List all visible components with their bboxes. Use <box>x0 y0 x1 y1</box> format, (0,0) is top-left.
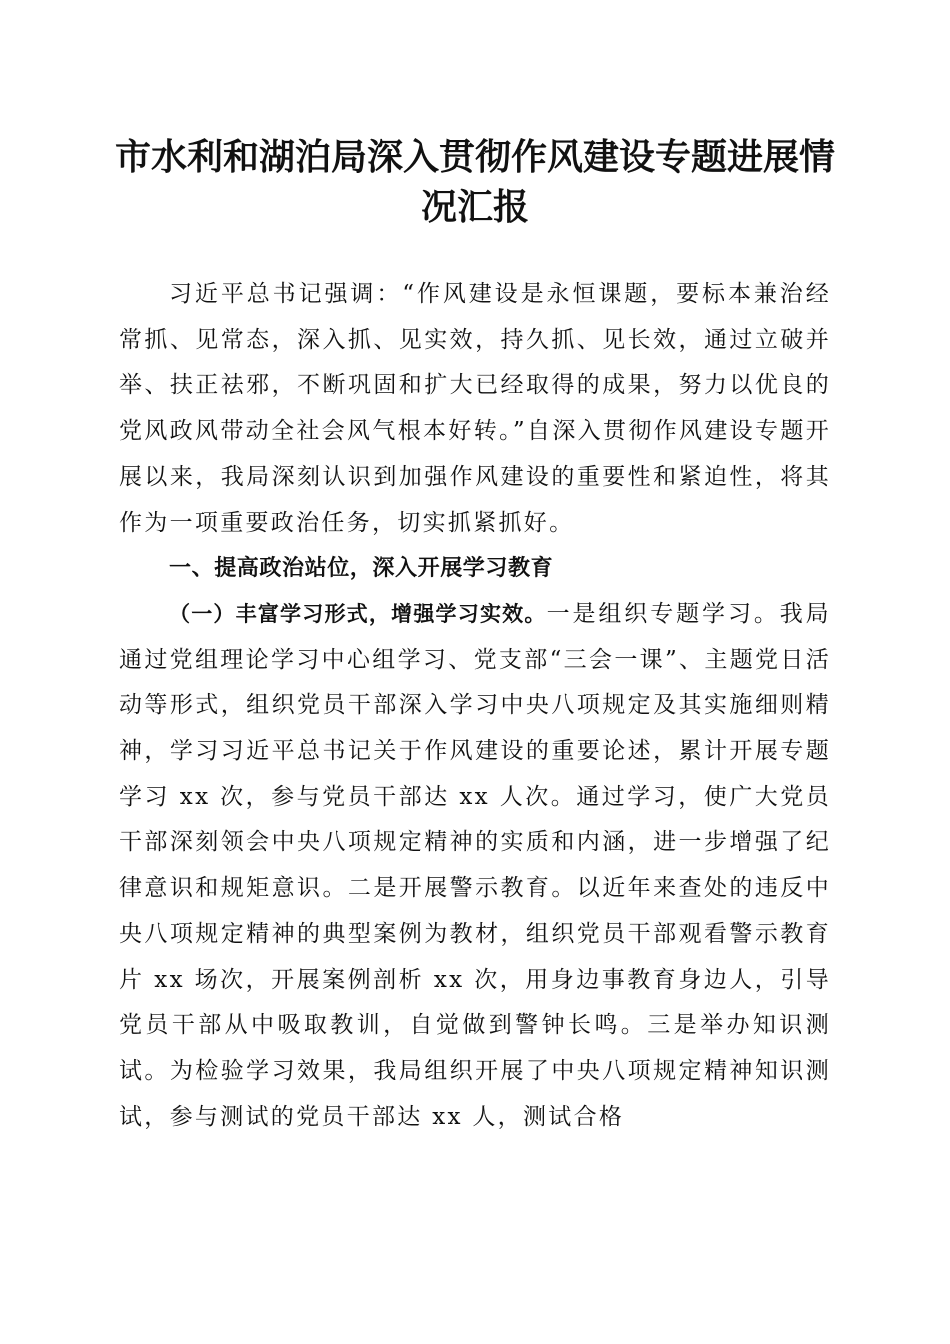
subsection-paragraph <box>119 592 831 1140</box>
subsection-heading: （一）丰富学习形式，增强学习实效。 <box>169 601 547 626</box>
document-body <box>119 272 831 1140</box>
document-title: 市水利和湖泊局深入贯彻作风建设专题进展情况汇报 <box>114 136 835 228</box>
intro-paragraph: 习近平总书记强调：“作风建设是永恒课题，要标本兼治经常抓、见常态，深入抓、见实效，持久抓、见长效，通过立破并举、扶正祛邪，不断巩固和扩大已经取得的成果，努力以优良的党风政风带动全社会风气根本好转。”自深入贯彻作风建设专题开展以来，我局深刻认识到加强作风建设的重要性和紧迫性，将其作为一项重要政治任务，切实抓紧抓好。 <box>119 281 831 536</box>
section-heading: 一、提高政治站位，深入开展学习教育 <box>169 556 554 582</box>
subsection-body: 一是组织专题学习。我局通过党组理论学习中心组学习、党支部“三会一课”、主题党日活动等形式，组织党员干部深入学习中央八项规定及其实施细则精神，学习习近平总书记关于作风建设的重要论述，累计开展专题学习 xx 次，参与党员干部达 xx 人次。通过学习，使广大党员干部深刻领会中央八项规定精神的实质和内涵，进一步增强了纪律意识和规矩意识。二是开展警示教育。以近年来查处的违反中央八项规定精神的典型案例为教材，组织党员干部观看警示教育片 xx 场次，开展案例剖析 xx 次，用身边事教育身边人，引导党员干部从中吸取教训，自觉做到警钟长鸣。三是举办知识测试。为检验学习效果，我局组织开展了中央八项规定精神知识测试，参与测试的党员干部达 xx 人，测试合格 <box>119 600 831 1130</box>
